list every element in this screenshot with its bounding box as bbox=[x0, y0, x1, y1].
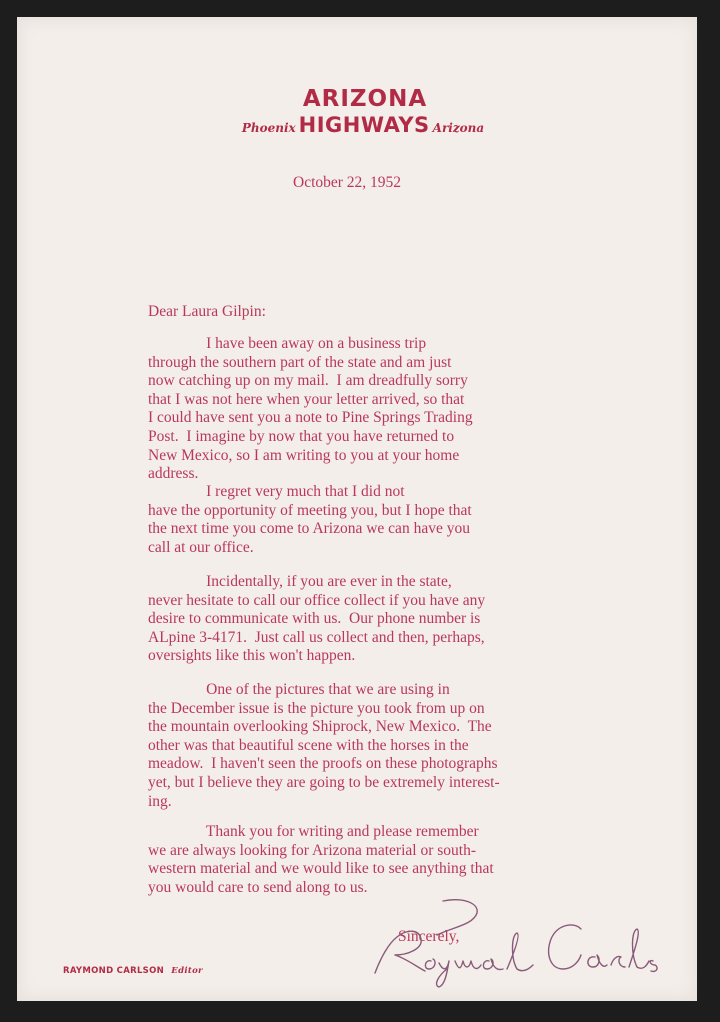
letterhead-row bbox=[17, 113, 697, 137]
footer-signatory bbox=[63, 966, 203, 976]
letterhead-city: Phoenix bbox=[241, 121, 296, 135]
paragraph-line: New Mexico, so I am writing to you at your home bbox=[148, 446, 460, 464]
paragraph-line: I have been away on a business trip bbox=[148, 335, 427, 352]
paragraph-line: desire to communicate with us. Our phone number is bbox=[148, 610, 481, 628]
letter-page bbox=[17, 17, 697, 1001]
letterhead-brand-bottom: HIGHWAYS bbox=[298, 113, 430, 137]
paragraph-2 bbox=[148, 483, 628, 557]
paragraph-line: I regret very much that I did not bbox=[148, 483, 405, 500]
paragraph-line: through the southern part of the state and am just bbox=[148, 353, 452, 371]
paragraph-line: now catching up on my mail. I am dreadfully sorry bbox=[148, 372, 468, 390]
salutation: Dear Laura Gilpin: bbox=[148, 303, 266, 320]
paragraph-line: call at our office. bbox=[148, 538, 254, 556]
paragraph-line: oversights like this won't happen. bbox=[148, 647, 356, 665]
paragraph-line: the next time you come to Arizona we can have you bbox=[148, 520, 470, 538]
footer-title: Editor bbox=[171, 966, 203, 976]
letterhead-brand-top: ARIZONA bbox=[302, 86, 428, 112]
paragraph-5 bbox=[148, 823, 628, 897]
footer-name: RAYMOND CARLSON bbox=[63, 966, 165, 976]
paragraph-line: you would care to send along to us. bbox=[148, 878, 368, 896]
paragraph-line: yet, but I believe they are going to be extremely interest- bbox=[148, 773, 500, 791]
paragraph-line: Incidentally, if you are ever in the state, bbox=[148, 573, 452, 590]
paragraph-3 bbox=[148, 573, 628, 666]
paragraph-line: Post. I imagine by now that you have returned to bbox=[148, 427, 455, 445]
paragraph-line: have the opportunity of meeting you, but I hope that bbox=[148, 501, 472, 519]
paragraph-line: western material and we would like to see anything that bbox=[148, 860, 494, 878]
paragraph-line: I could have sent you a note to Pine Springs Trading bbox=[148, 409, 473, 427]
letterhead-state: Arizona bbox=[432, 121, 485, 135]
paragraph-line: the mountain overlooking Shiprock, New Mexico. The bbox=[148, 718, 492, 736]
paragraph-line: One of the pictures that we are using in bbox=[148, 681, 450, 698]
paragraph-4 bbox=[148, 681, 628, 811]
letter-date: October 22, 1952 bbox=[293, 174, 402, 191]
paragraph-line: address. bbox=[148, 465, 199, 483]
closing: Sincerely, bbox=[398, 928, 460, 945]
paragraph-line: ALpine 3-4171. Just call us collect and then, perhaps, bbox=[148, 628, 485, 646]
paragraph-1 bbox=[148, 335, 628, 484]
paragraph-line: meadow. I haven't seen the proofs on these photographs bbox=[148, 755, 498, 773]
paragraph-line: ing. bbox=[148, 792, 172, 810]
paragraph-line: the December issue is the picture you took from up on bbox=[148, 699, 485, 717]
paragraph-line: never hesitate to call our office collect if you have any bbox=[148, 591, 486, 609]
paragraph-line: we are always looking for Arizona material or south- bbox=[148, 841, 476, 859]
handwritten-signature bbox=[367, 899, 667, 989]
paragraph-line: other was that beautiful scene with the horses in the bbox=[148, 736, 469, 754]
paragraph-line: Thank you for writing and please remember bbox=[148, 823, 479, 840]
paragraph-line: that I was not here when your letter arrived, so that bbox=[148, 390, 465, 408]
